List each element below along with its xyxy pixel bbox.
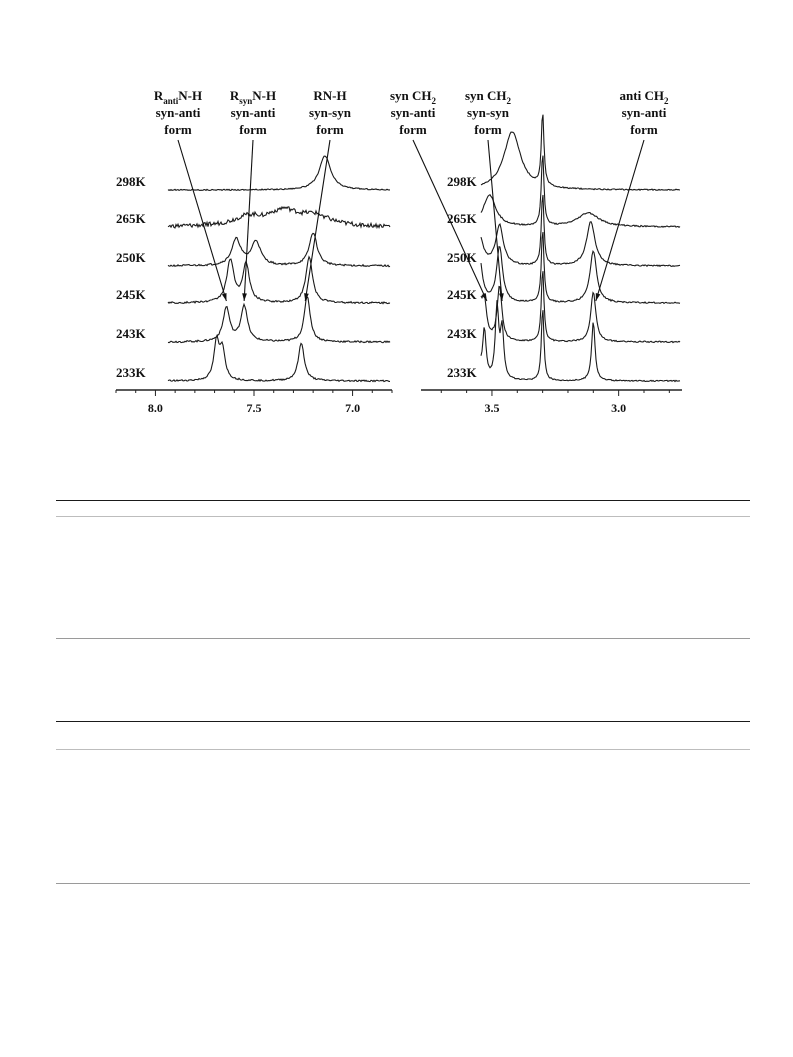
x-tick-label: 3.5 — [484, 401, 500, 415]
x-tick-label: 3.0 — [611, 401, 627, 415]
peak-label-anti-ch2-sa — [596, 88, 669, 301]
peak-arrowhead — [222, 293, 227, 301]
peak-label-title: syn $CH_2$ — [389, 88, 437, 106]
temperature-label: 233K — [116, 365, 146, 380]
x-tick-label: 8.0 — [147, 401, 163, 415]
spectrum-trace-250K — [481, 195, 680, 266]
temperature-label: 250K — [447, 250, 477, 265]
ch2-spectra-panel — [390, 88, 682, 415]
spectrum-trace-265K — [481, 156, 680, 228]
peak-label-rsyn — [230, 88, 276, 301]
x-tick-label: 7.5 — [246, 401, 262, 415]
temperature-label: 245K — [116, 287, 146, 302]
nmr-figure — [0, 0, 793, 430]
spectrum-trace-245K — [481, 232, 680, 303]
table2-header-rule — [56, 749, 750, 750]
spectrum-trace-298K — [168, 156, 390, 190]
spectrum-trace-233K — [481, 300, 680, 381]
peak-label-line: form — [630, 122, 658, 137]
spectrum-trace-243K — [481, 271, 680, 342]
peak-label-title: anti $CH_2$ — [619, 88, 669, 106]
nh-spectra-panel — [116, 88, 392, 415]
table1-bottom-rule — [56, 638, 750, 639]
temperature-label: 265K — [116, 211, 146, 226]
peak-label-line: form — [399, 122, 427, 137]
temperature-label: 243K — [116, 326, 146, 341]
temperature-label: 298K — [116, 174, 146, 189]
peak-label-title: syn $CH_2$ — [464, 88, 512, 106]
peak-label-ranti — [154, 88, 227, 301]
x-tick-label: 7.0 — [345, 401, 361, 415]
peak-label-line: form — [164, 122, 192, 137]
spectrum-trace-243K — [168, 297, 390, 343]
temperature-label: 243K — [447, 326, 477, 341]
peak-label-line: syn-anti — [621, 105, 667, 120]
temperature-label: 233K — [447, 365, 477, 380]
table2-bottom-rule — [56, 883, 750, 884]
peak-label-title: $R_{anti}N-H$ — [153, 88, 203, 106]
temperature-label: 250K — [116, 250, 146, 265]
peak-label-line: syn-anti — [230, 105, 276, 120]
peak-arrow — [305, 140, 330, 301]
peak-label-line: syn-anti — [390, 105, 436, 120]
peak-arrowhead — [596, 293, 601, 301]
peak-label-title: $R_{syn}N-H$ — [229, 88, 277, 106]
temperature-label: 298K — [447, 174, 477, 189]
temperature-label: 245K — [447, 287, 477, 302]
spectrum-trace-233K — [168, 336, 390, 382]
peak-arrowhead — [242, 293, 247, 301]
table2-top-rule — [56, 721, 750, 722]
peak-label-title: RN-H — [313, 88, 347, 103]
peak-label-line: form — [474, 122, 502, 137]
peak-label-line: syn-syn — [467, 105, 509, 120]
peak-label-line: form — [239, 122, 267, 137]
peak-arrow — [178, 140, 226, 301]
peak-label-line: form — [316, 122, 344, 137]
temperature-label: 265K — [447, 211, 477, 226]
table1-header-rule — [56, 516, 750, 517]
peak-label-line: syn-syn — [309, 105, 351, 120]
table1-top-rule — [56, 500, 750, 501]
peak-label-line: syn-anti — [155, 105, 201, 120]
spectrum-trace-250K — [168, 233, 390, 266]
